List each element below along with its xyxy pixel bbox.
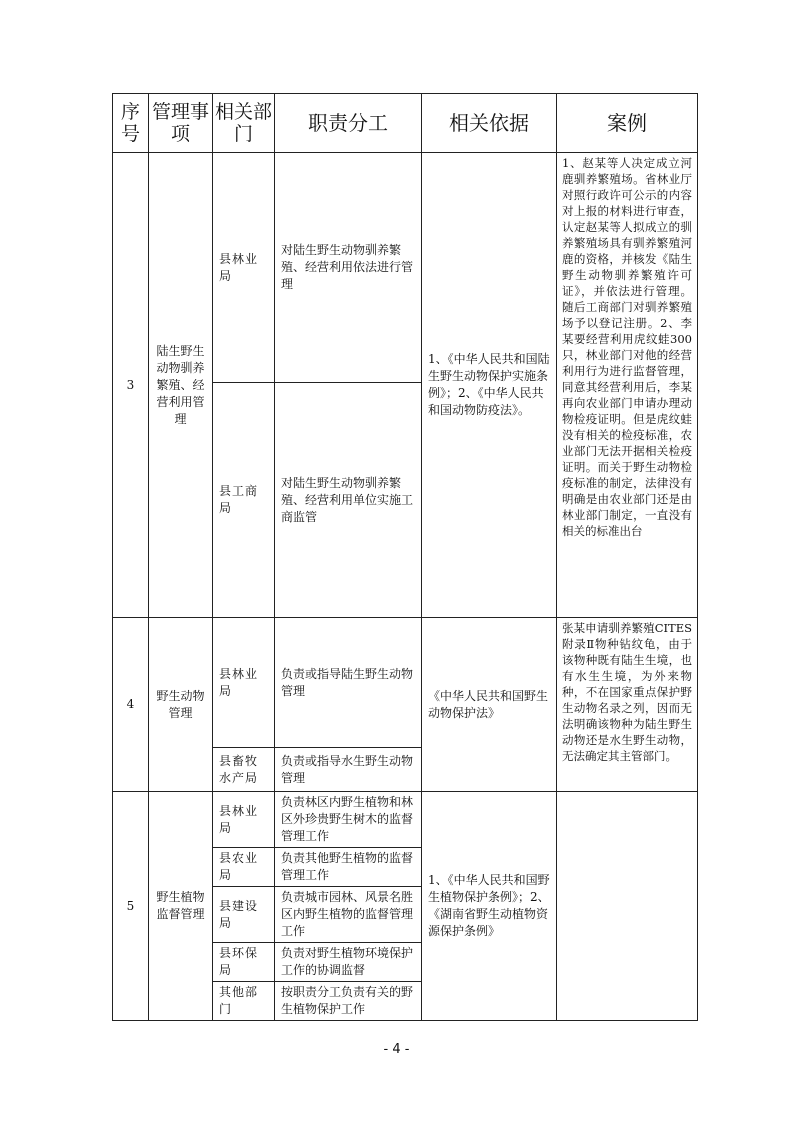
header-case: 案例	[557, 94, 698, 153]
row-number: 5	[113, 792, 149, 1021]
case-text: 张某申请驯养繁殖CITES附录Ⅱ物种钻纹龟，由于该物种既有陆生生境，也有水生生境，为外来物种，不在国家重点保护野生动物名录之列，因而无法明确该物种为陆生野生动物还是水生野生动物，无法确定其主管部门。	[557, 618, 698, 792]
duty: 负责林区内野生植物和林区外珍贵野生树木的监督管理工作	[275, 792, 422, 848]
legal-basis: 《中华人民共和国野生动物保护法》	[422, 618, 557, 792]
table-row	[113, 618, 698, 748]
management-item: 野生植物监督管理	[149, 792, 213, 1021]
department: 县工商局	[213, 383, 275, 618]
row-number: 4	[113, 618, 149, 792]
management-item: 野生动物管理	[149, 618, 213, 792]
header-basis: 相关依据	[422, 94, 557, 153]
duty: 对陆生野生动物驯养繁殖、经营利用单位实施工商监管	[275, 383, 422, 618]
duty: 按职责分工负责有关的野生植物保护工作	[275, 982, 422, 1021]
case-text: 1、赵某等人决定成立河鹿驯养繁殖场。省林业厅对照行政许可公示的内容对上报的材料进行审查，认定赵某等人拟成立的驯养繁殖场具有驯养繁殖河鹿的资格，并核发《陆生野生动物驯养繁殖许可证》，并依法进行管理。随后工商部门对驯养繁殖场予以登记注册。2、李某要经营利用虎纹蛙300只，林业部门对他的经营利用行为进行监督管理，同意其经营利用后，李某再向农业部门申请办理动物检疫证明。但是虎纹蛙没有相关的检疫标准，农业部门无法开据相关检疫证明。而关于野生动物检疫标准的制定，法律没有明确是由农业部门还是由林业部门制定，一直没有相关的标准出台	[557, 153, 698, 618]
header-dept: 相关部门	[213, 94, 275, 153]
department: 县畜牧水产局	[213, 748, 275, 792]
department: 县环保局	[213, 943, 275, 982]
department: 县农业局	[213, 848, 275, 887]
table-row	[113, 153, 698, 383]
department: 县林业局	[213, 792, 275, 848]
header-duty: 职责分工	[275, 94, 422, 153]
duty: 负责城市园林、风景名胜区内野生植物的监督管理工作	[275, 887, 422, 943]
responsibility-table	[112, 93, 698, 1021]
duty: 负责或指导陆生野生动物管理	[275, 618, 422, 748]
legal-basis: 1、《中华人民共和国陆生野生动物保护实施条例》；2、《中华人民共和国动物防疫法》。	[422, 153, 557, 618]
department: 其他部门	[213, 982, 275, 1021]
legal-basis: 1、《中华人民共和国野生植物保护条例》；2、《湖南省野生动植物资源保护条例》	[422, 792, 557, 1021]
duty: 对陆生野生动物驯养繁殖、经营利用依法进行管理	[275, 153, 422, 383]
case-text	[557, 792, 698, 1021]
department: 县建设局	[213, 887, 275, 943]
table-row	[113, 792, 698, 848]
duty: 负责其他野生植物的监督管理工作	[275, 848, 422, 887]
page-number: - 4 -	[383, 1042, 410, 1057]
management-item: 陆生野生动物驯养繁殖、经营利用管理	[149, 153, 213, 618]
duty: 负责或指导水生野生动物管理	[275, 748, 422, 792]
header-item: 管理事项	[149, 94, 213, 153]
header-row	[113, 94, 698, 153]
duty: 负责对野生植物环境保护工作的协调监督	[275, 943, 422, 982]
department: 县林业局	[213, 153, 275, 383]
row-number: 3	[113, 153, 149, 618]
department: 县林业局	[213, 618, 275, 748]
header-no: 序号	[113, 94, 149, 153]
